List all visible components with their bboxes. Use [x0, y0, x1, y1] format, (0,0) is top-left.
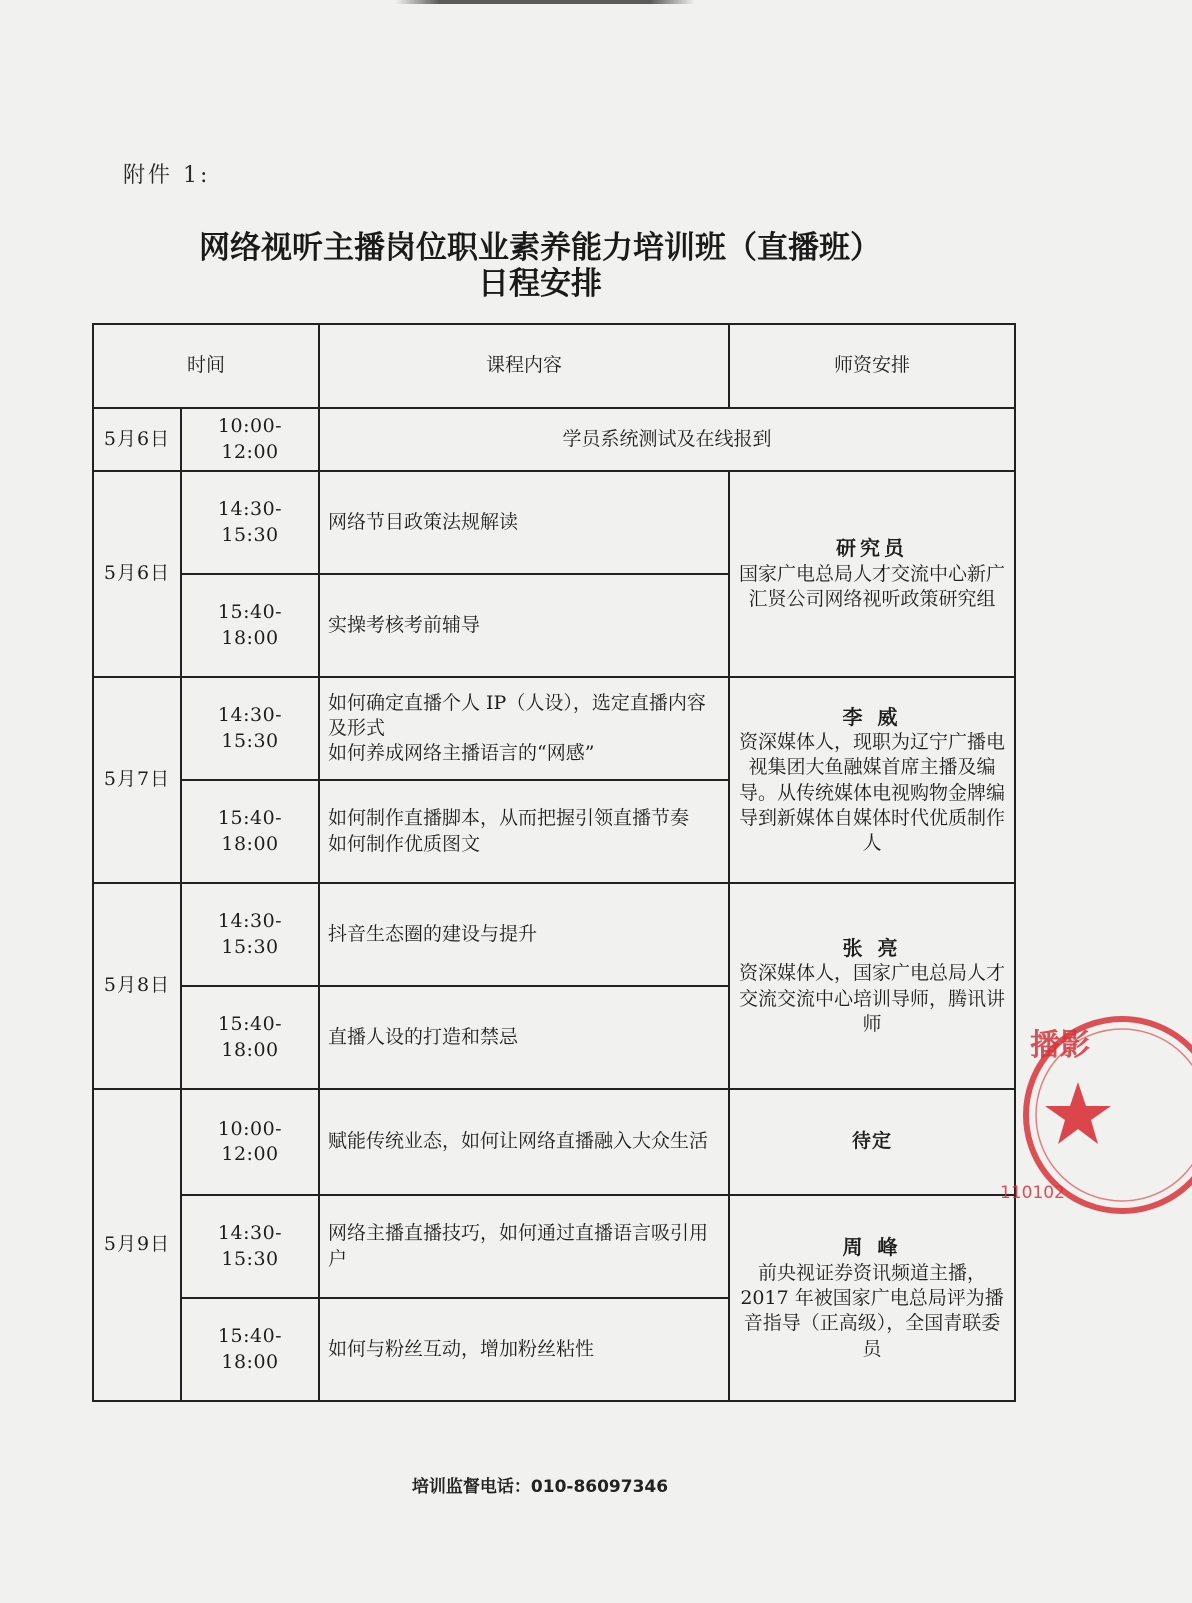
- teacher-name: 周 峰: [842, 1235, 902, 1260]
- course-cell: 网络主播直播技巧，如何通过直播语言吸引用户: [319, 1195, 729, 1298]
- time-cell: 15:40-18:00: [181, 574, 319, 677]
- teacher-name: 研究员: [836, 536, 909, 561]
- attachment-label: 附件 1:: [123, 163, 211, 188]
- page-subtitle: 日程安排: [478, 266, 602, 302]
- date-cell: 5月9日: [93, 1089, 181, 1401]
- schedule-table: [92, 323, 1016, 1402]
- teacher-cell: [729, 1089, 1015, 1195]
- course-line: 如何养成网络主播语言的“网感”: [328, 742, 595, 765]
- date-cell: 5月6日: [93, 471, 181, 677]
- course-line: 如何制作优质图文: [328, 832, 481, 855]
- table-row: [93, 883, 1015, 986]
- course-cell: 学员系统测试及在线报到: [319, 408, 1015, 471]
- teacher-desc: 前央视证券资讯频道主播，2017 年被国家广电总局评为播音指导（正高级），全国青联委员: [740, 1261, 1004, 1360]
- table-row: [93, 1089, 1015, 1195]
- time-cell: 14:30-15:30: [181, 883, 319, 986]
- top-edge-line: [395, 0, 695, 4]
- teacher-cell: [729, 677, 1015, 883]
- teacher-desc: 国家广电总局人才交流中心新广汇贤公司网络视听政策研究组: [739, 563, 1006, 611]
- time-cell: 10:00-12:00: [181, 1089, 319, 1195]
- header-time: 时间: [93, 324, 319, 408]
- teacher-cell: [729, 883, 1015, 1089]
- date-cell: 5月6日: [93, 408, 181, 471]
- course-cell: 实操考核考前辅导: [319, 574, 729, 677]
- course-line: 如何制作直播脚本，从而把握引领直播节奏: [328, 807, 690, 830]
- time-cell: 14:30-15:30: [181, 1195, 319, 1298]
- official-seal: [1000, 1010, 1192, 1220]
- footer-hotline: 培训监督电话：010-86097346: [411, 1477, 669, 1497]
- seal-number: 110102: [1000, 1183, 1065, 1203]
- course-cell: 直播人设的打造和禁忌: [319, 986, 729, 1089]
- course-cell: [319, 780, 729, 883]
- table-row: [93, 1195, 1015, 1298]
- course-cell: [319, 677, 729, 780]
- page-title: 网络视听主播岗位职业素养能力培训班（直播班）: [199, 230, 881, 266]
- date-cell: 5月7日: [93, 677, 181, 883]
- time-cell: 15:40-18:00: [181, 780, 319, 883]
- teacher-name: 待定: [852, 1130, 893, 1153]
- teacher-name: 李 威: [842, 704, 902, 729]
- header-course: 课程内容: [319, 324, 729, 408]
- header-teacher: 师资安排: [729, 324, 1015, 408]
- time-cell: 15:40-18:00: [181, 986, 319, 1089]
- date-cell: 5月8日: [93, 883, 181, 1089]
- table-row: [93, 677, 1015, 780]
- course-line: 如何确定直播个人 IP（人设），选定直播内容及形式: [328, 691, 706, 739]
- teacher-desc: 资深媒体人，国家广电总局人才交流交流中心培训导师，腾讯讲师: [739, 962, 1006, 1035]
- teacher-cell: [729, 1195, 1015, 1401]
- time-cell: 14:30-15:30: [181, 677, 319, 780]
- teacher-desc: 资深媒体人，现职为辽宁广播电视集团大鱼融媒首席主播及编导。从传统媒体电视购物金牌编导到新媒体自媒体时代优质制作人: [739, 731, 1006, 855]
- table-row: [93, 408, 1015, 471]
- header-row: [93, 324, 1015, 408]
- time-cell: 10:00-12:00: [181, 408, 319, 471]
- teacher-cell: [729, 471, 1015, 677]
- seal-text: 播影: [1030, 1028, 1090, 1063]
- course-cell: 抖音生态圈的建设与提升: [319, 883, 729, 986]
- seal-star: [1045, 1082, 1111, 1144]
- course-cell: 如何与粉丝互动，增加粉丝粘性: [319, 1298, 729, 1401]
- table-row: [93, 471, 1015, 574]
- teacher-name: 张 亮: [842, 935, 902, 960]
- course-cell: 赋能传统业态，如何让网络直播融入大众生活: [319, 1089, 729, 1195]
- time-cell: 14:30-15:30: [181, 471, 319, 574]
- time-cell: 15:40-18:00: [181, 1298, 319, 1401]
- course-cell: 网络节目政策法规解读: [319, 471, 729, 574]
